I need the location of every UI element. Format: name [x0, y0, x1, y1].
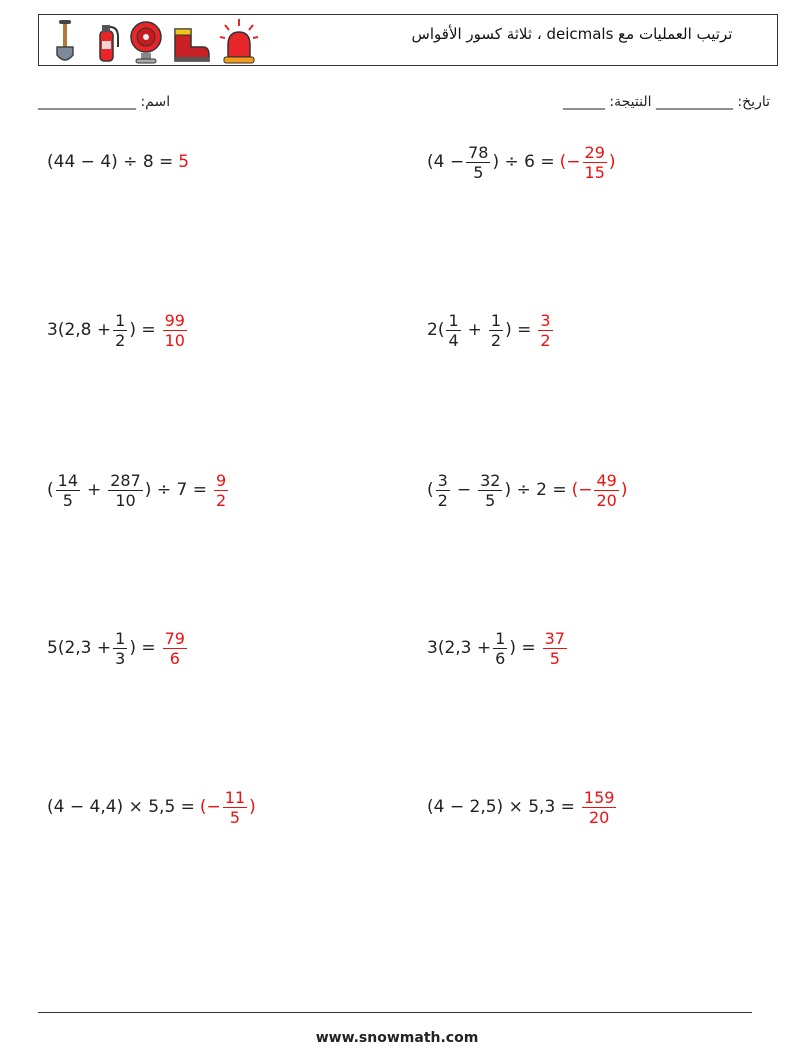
- fraction-2: [489, 311, 503, 350]
- fraction-1-denominator: 2: [437, 490, 448, 510]
- expression-start: (44 − 4) ÷ 8 =: [47, 152, 174, 172]
- fraction-1-numerator: 1: [115, 628, 126, 648]
- answer: [541, 629, 569, 668]
- expression-start: (4 −: [427, 152, 465, 172]
- answer-fraction-numerator: 11: [224, 787, 246, 807]
- fraction-2-denominator: 10: [115, 490, 136, 510]
- answer-fraction: [163, 629, 187, 668]
- fraction-1-numerator: 14: [57, 470, 78, 490]
- answer: [572, 471, 628, 510]
- problem-5: [47, 465, 230, 515]
- problem-7: [47, 623, 189, 673]
- answer-fraction-denominator: 2: [540, 330, 551, 350]
- operator: +: [467, 320, 482, 340]
- answer-fraction-denominator: 10: [164, 330, 185, 350]
- answer-fraction-numerator: 29: [584, 142, 605, 162]
- expression-end: ) ÷ 6 =: [492, 152, 555, 172]
- fraction-1: [56, 471, 80, 510]
- expression-end: ) ÷ 2 =: [504, 480, 567, 500]
- fraction-1-numerator: 3: [437, 470, 448, 490]
- fraction-2-denominator: 2: [490, 330, 502, 350]
- fraction-2-numerator: 32: [480, 470, 501, 490]
- problem-6: [427, 465, 627, 515]
- fraction-1: [113, 311, 127, 350]
- problem-4: [427, 305, 555, 355]
- answer-prefix: (−: [199, 797, 221, 817]
- operator: −: [456, 480, 472, 500]
- answer-fraction: [163, 311, 187, 350]
- answer: [212, 471, 230, 510]
- fraction-1-denominator: 4: [448, 330, 459, 350]
- answer-fraction-numerator: 79: [164, 628, 185, 648]
- answer-fraction-numerator: 49: [596, 470, 617, 490]
- answer-fraction-numerator: 3: [540, 310, 551, 330]
- fraction-2: [478, 471, 502, 510]
- fraction-1-denominator: 5: [62, 490, 73, 510]
- problem-8: [427, 623, 569, 673]
- answer-fraction-numerator: 9: [215, 470, 227, 490]
- fire-alarm-bell-icon: [129, 17, 163, 65]
- answer-suffix: ): [249, 797, 256, 817]
- fraction-1: [446, 311, 460, 350]
- fraction-1-denominator: 6: [495, 648, 506, 668]
- problem-9: [47, 782, 256, 832]
- answer: [161, 629, 189, 668]
- fraction-1-numerator: 1: [115, 310, 126, 330]
- fraction-1: [436, 471, 450, 510]
- fraction-1: [493, 629, 507, 668]
- answer-fraction-denominator: 20: [589, 807, 610, 827]
- shovel-icon: [49, 17, 81, 65]
- answer-fraction-denominator: 5: [549, 648, 560, 668]
- answer-suffix: ): [620, 480, 628, 500]
- expression-start: 3(2,8 +: [47, 320, 112, 340]
- date-score-line: ______ :تاريخ: ___________ النتيجة: [562, 94, 770, 110]
- expression-start: (: [47, 480, 54, 500]
- answer: [580, 788, 619, 827]
- answer-prefix: (−: [559, 152, 581, 172]
- answer-fraction-denominator: 15: [584, 162, 605, 182]
- name-field-line: ______________ :اسم: [38, 94, 171, 110]
- footer-divider: [38, 1012, 752, 1013]
- answer-fraction: [214, 471, 228, 510]
- fraction-1-denominator: 3: [115, 648, 126, 668]
- operator: +: [87, 480, 102, 500]
- answer-fraction-denominator: 5: [229, 807, 241, 827]
- answer-fraction: [223, 788, 247, 827]
- fraction-2-denominator: 5: [485, 490, 496, 510]
- answer-fraction-numerator: 159: [583, 787, 615, 807]
- fraction-1-numerator: 1: [448, 310, 459, 330]
- answer-fraction: [594, 471, 618, 510]
- worksheet-header: [38, 14, 778, 66]
- fraction-1: [113, 629, 127, 668]
- fraction-2-numerator: 287: [110, 470, 141, 490]
- answer-fraction: [543, 629, 567, 668]
- expression-start: 3(2,3 +: [427, 638, 492, 658]
- answer-fraction-numerator: 37: [544, 628, 565, 648]
- siren-light-icon: [219, 17, 259, 65]
- fraction-1-denominator: 2: [115, 330, 126, 350]
- expression-start: 5(2,3 +: [47, 638, 112, 658]
- expression-end: ) =: [129, 638, 156, 658]
- answer: [560, 143, 616, 182]
- header-icons: [49, 17, 259, 65]
- expression-end: ) =: [129, 320, 156, 340]
- expression-end: ) =: [509, 638, 536, 658]
- answer: [200, 788, 256, 827]
- expression-start: 2(: [427, 320, 445, 340]
- answer: [178, 152, 189, 172]
- answer-fraction-denominator: 2: [215, 490, 227, 510]
- problem-2: [427, 137, 616, 187]
- fraction-2: [108, 471, 143, 510]
- answer-fraction-numerator: 99: [164, 310, 185, 330]
- answer-prefix: (−: [571, 480, 593, 500]
- expression-end: ) =: [505, 320, 532, 340]
- answer-fraction: [582, 788, 617, 827]
- answer: [536, 311, 554, 350]
- answer-fraction: [538, 311, 552, 350]
- problem-3: [47, 305, 189, 355]
- expression-start: (: [427, 480, 434, 500]
- answer-suffix: ): [608, 152, 616, 172]
- answer-fraction-denominator: 20: [596, 490, 617, 510]
- answer: [161, 311, 189, 350]
- fraction-2-numerator: 1: [490, 310, 502, 330]
- fire-boot-icon: [171, 17, 211, 65]
- problem-1: [47, 137, 189, 187]
- answer-value: 5: [178, 152, 190, 172]
- fraction-1: [466, 143, 490, 182]
- fire-extinguisher-icon: [89, 17, 121, 65]
- footer-url: www.snowmath.com: [315, 1030, 479, 1046]
- fraction-1-denominator: 5: [473, 162, 484, 182]
- expression-start: (4 − 4,4) × 5,5 =: [47, 797, 195, 817]
- answer-fraction: [583, 143, 607, 182]
- problem-10: [427, 782, 618, 832]
- worksheet-title: ترتيب العمليات مع deicmals ، ثلاثة كسور الأقواس: [411, 25, 733, 43]
- expression-end: ) ÷ 7 =: [144, 480, 207, 500]
- fraction-1-numerator: 78: [468, 142, 489, 162]
- answer-fraction-denominator: 6: [169, 648, 180, 668]
- fraction-1-numerator: 1: [495, 628, 506, 648]
- expression-start: (4 − 2,5) × 5,3 =: [427, 797, 575, 817]
